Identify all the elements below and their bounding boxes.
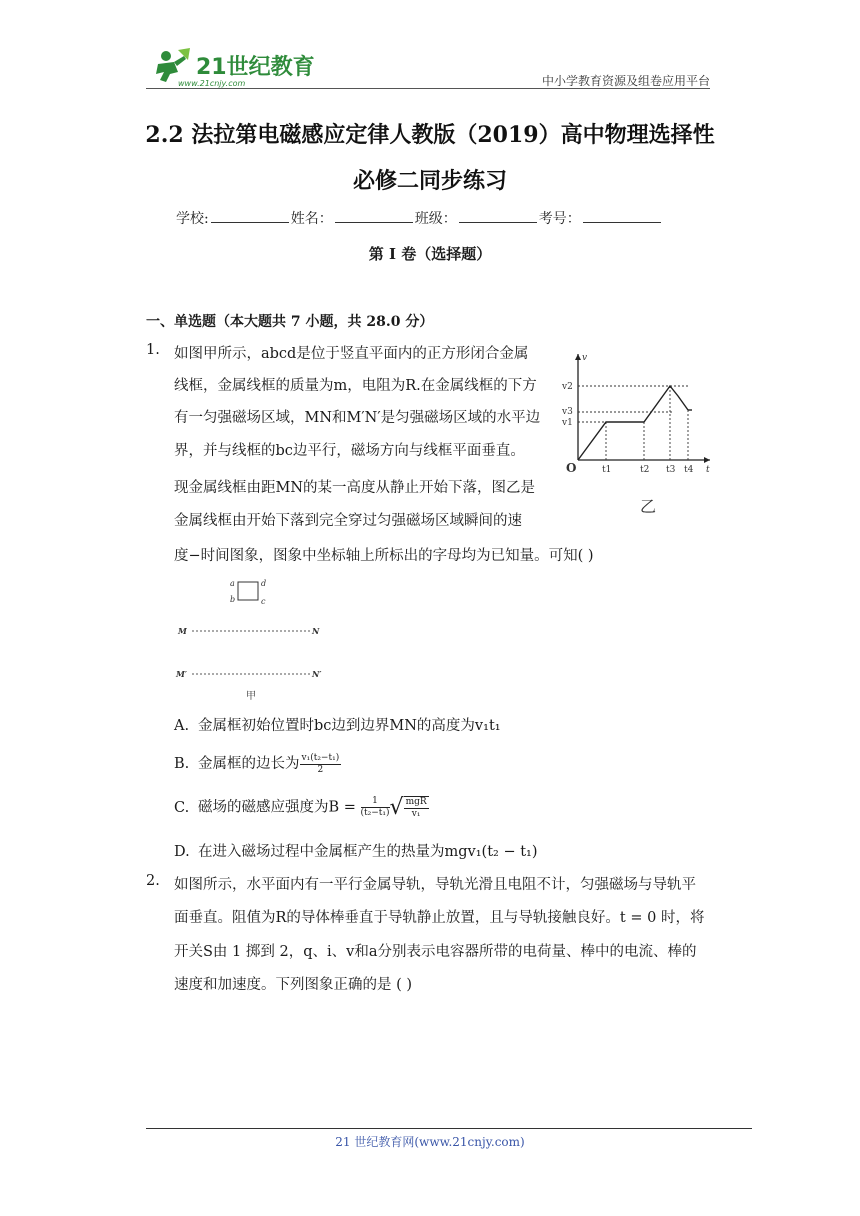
y-axis-label: v — [582, 353, 588, 363]
site-logo — [144, 44, 314, 90]
exam-no-label: 考号： — [538, 211, 581, 227]
x-axis-label: t — [706, 465, 710, 475]
q1-option-c[interactable]: C. 磁场的磁感应强度为B = $\frac{1}{\text{(t₂−t₁)}}$ √ $\frac{\text{mgR}}{\text{v₁}}$ — [174, 795, 427, 820]
q2-line3: 开关S由 1 掷到 2，q、i、v和a分别表示电容器所带的电荷量、棒中的电流、棒的 — [174, 944, 697, 960]
footer-divider — [146, 1128, 752, 1129]
q1-option-a[interactable]: A. 金属框初始位置时bc边到边界MN的高度为v₁t₁ — [174, 718, 501, 734]
q1-option-d[interactable]: D. 在进入磁场过程中金属框产生的热量为mgv₁(t₂ − t₁) — [174, 844, 538, 860]
c-fraction: $\frac{1}{\text{(t₂−t₁)}}$ — [360, 796, 390, 818]
svg-text:b: b — [230, 595, 236, 604]
v1-label: v1 — [562, 418, 573, 428]
class-blank[interactable] — [459, 210, 537, 223]
name-blank[interactable] — [335, 210, 413, 223]
q1-line1: 如图甲所示，abcd是位于竖直平面内的正方形闭合金属 — [174, 346, 529, 362]
student-info-row — [176, 208, 663, 228]
q1-line6: 金属线框由开始下落到完全穿过匀强磁场区域瞬间的速 — [174, 513, 522, 529]
doc-title-line1: 2.2 法拉第电磁感应定律人教版（2019）高中物理选择性 — [145, 122, 715, 148]
doc-title-line2: 必修二同步练习 — [352, 168, 507, 194]
b-fraction: $\frac{\text{v₁(t₂−t₁)}}{2}$ — [301, 752, 340, 775]
origin-label: O — [566, 461, 577, 475]
figure-jia-frame-field — [172, 574, 332, 704]
q1-line7: 度−时间图象，图象中坐标轴上所标出的字母均为已知量。可知( ) — [174, 548, 594, 564]
q2-line1: 如图所示，水平面内有一平行金属导轨，导轨光滑且电阻不计，匀强磁场与导轨平 — [174, 877, 696, 893]
t3-label: t3 — [666, 465, 676, 475]
t1-label: t1 — [602, 465, 612, 475]
svg-text:M: M — [178, 626, 187, 636]
q1-line5: 现金属线框由距MN的某一高度从静止开始下落，图乙是 — [174, 480, 536, 496]
svg-text:N′: N′ — [312, 669, 322, 679]
volume-heading: 第 I 卷（选择题） — [368, 245, 492, 263]
v3-label: v3 — [562, 407, 573, 417]
svg-text:d: d — [261, 579, 267, 588]
vt-curve — [578, 386, 688, 460]
q1-line3: 有一匀强磁场区域，MN和M′N′是匀强磁场区域的水平边 — [174, 410, 541, 426]
header-divider — [146, 88, 710, 89]
name-label: 姓名： — [290, 211, 333, 227]
section-heading: 一、单选题（本大题共 7 小题，共 28.0 分） — [146, 314, 434, 330]
school-blank[interactable] — [211, 210, 289, 223]
svg-text:a: a — [230, 579, 235, 588]
platform-name: 中小学教育资源及组卷应用平台 — [541, 74, 710, 88]
figure-yi-caption: 乙 — [640, 497, 657, 516]
square-frame — [238, 582, 258, 600]
figure-jia-caption: 甲 — [246, 691, 256, 702]
footer-text[interactable]: 21 世纪教育网(www.21cnjy.com) — [335, 1135, 525, 1149]
figure-yi-vt-graph — [560, 348, 720, 518]
q2-line4: 速度和加速度。下列图象正确的是 ( ) — [174, 977, 413, 993]
c-radicand: $\frac{\text{mgR}}{\text{v₁}}$ — [405, 796, 427, 819]
q1-number: 1. — [146, 342, 160, 358]
q1-option-b[interactable]: B. 金属框的边长为 $\frac{\text{v₁(t₂−t₁)}}{2}$ — [174, 752, 340, 775]
school-label: 学校: — [176, 211, 209, 227]
v2-label: v2 — [562, 382, 573, 392]
class-label: 班级： — [414, 211, 457, 227]
sqrt-sign: √ — [389, 795, 404, 820]
q2-number: 2. — [146, 873, 160, 889]
svg-text:N: N — [312, 626, 320, 636]
q1-line2: 线框，金属线框的质量为m，电阻为R.在金属线框的下方 — [174, 378, 537, 394]
logo-url: www.21cnjy.com — [178, 79, 246, 88]
svg-text:M′: M′ — [176, 669, 187, 679]
t4-label: t4 — [684, 465, 694, 475]
svg-text:c: c — [261, 597, 266, 606]
logo-text: 21世纪教育 — [196, 55, 314, 80]
t2-label: t2 — [640, 465, 650, 475]
q1-line4: 界，并与线框的bc边平行，磁场方向与线框平面垂直。 — [174, 443, 525, 459]
exam-no-blank[interactable] — [583, 210, 661, 223]
q2-line2: 面垂直。阻值为R的导体棒垂直于导轨静止放置，且与导轨接触良好。t = 0 时，将 — [174, 910, 705, 926]
